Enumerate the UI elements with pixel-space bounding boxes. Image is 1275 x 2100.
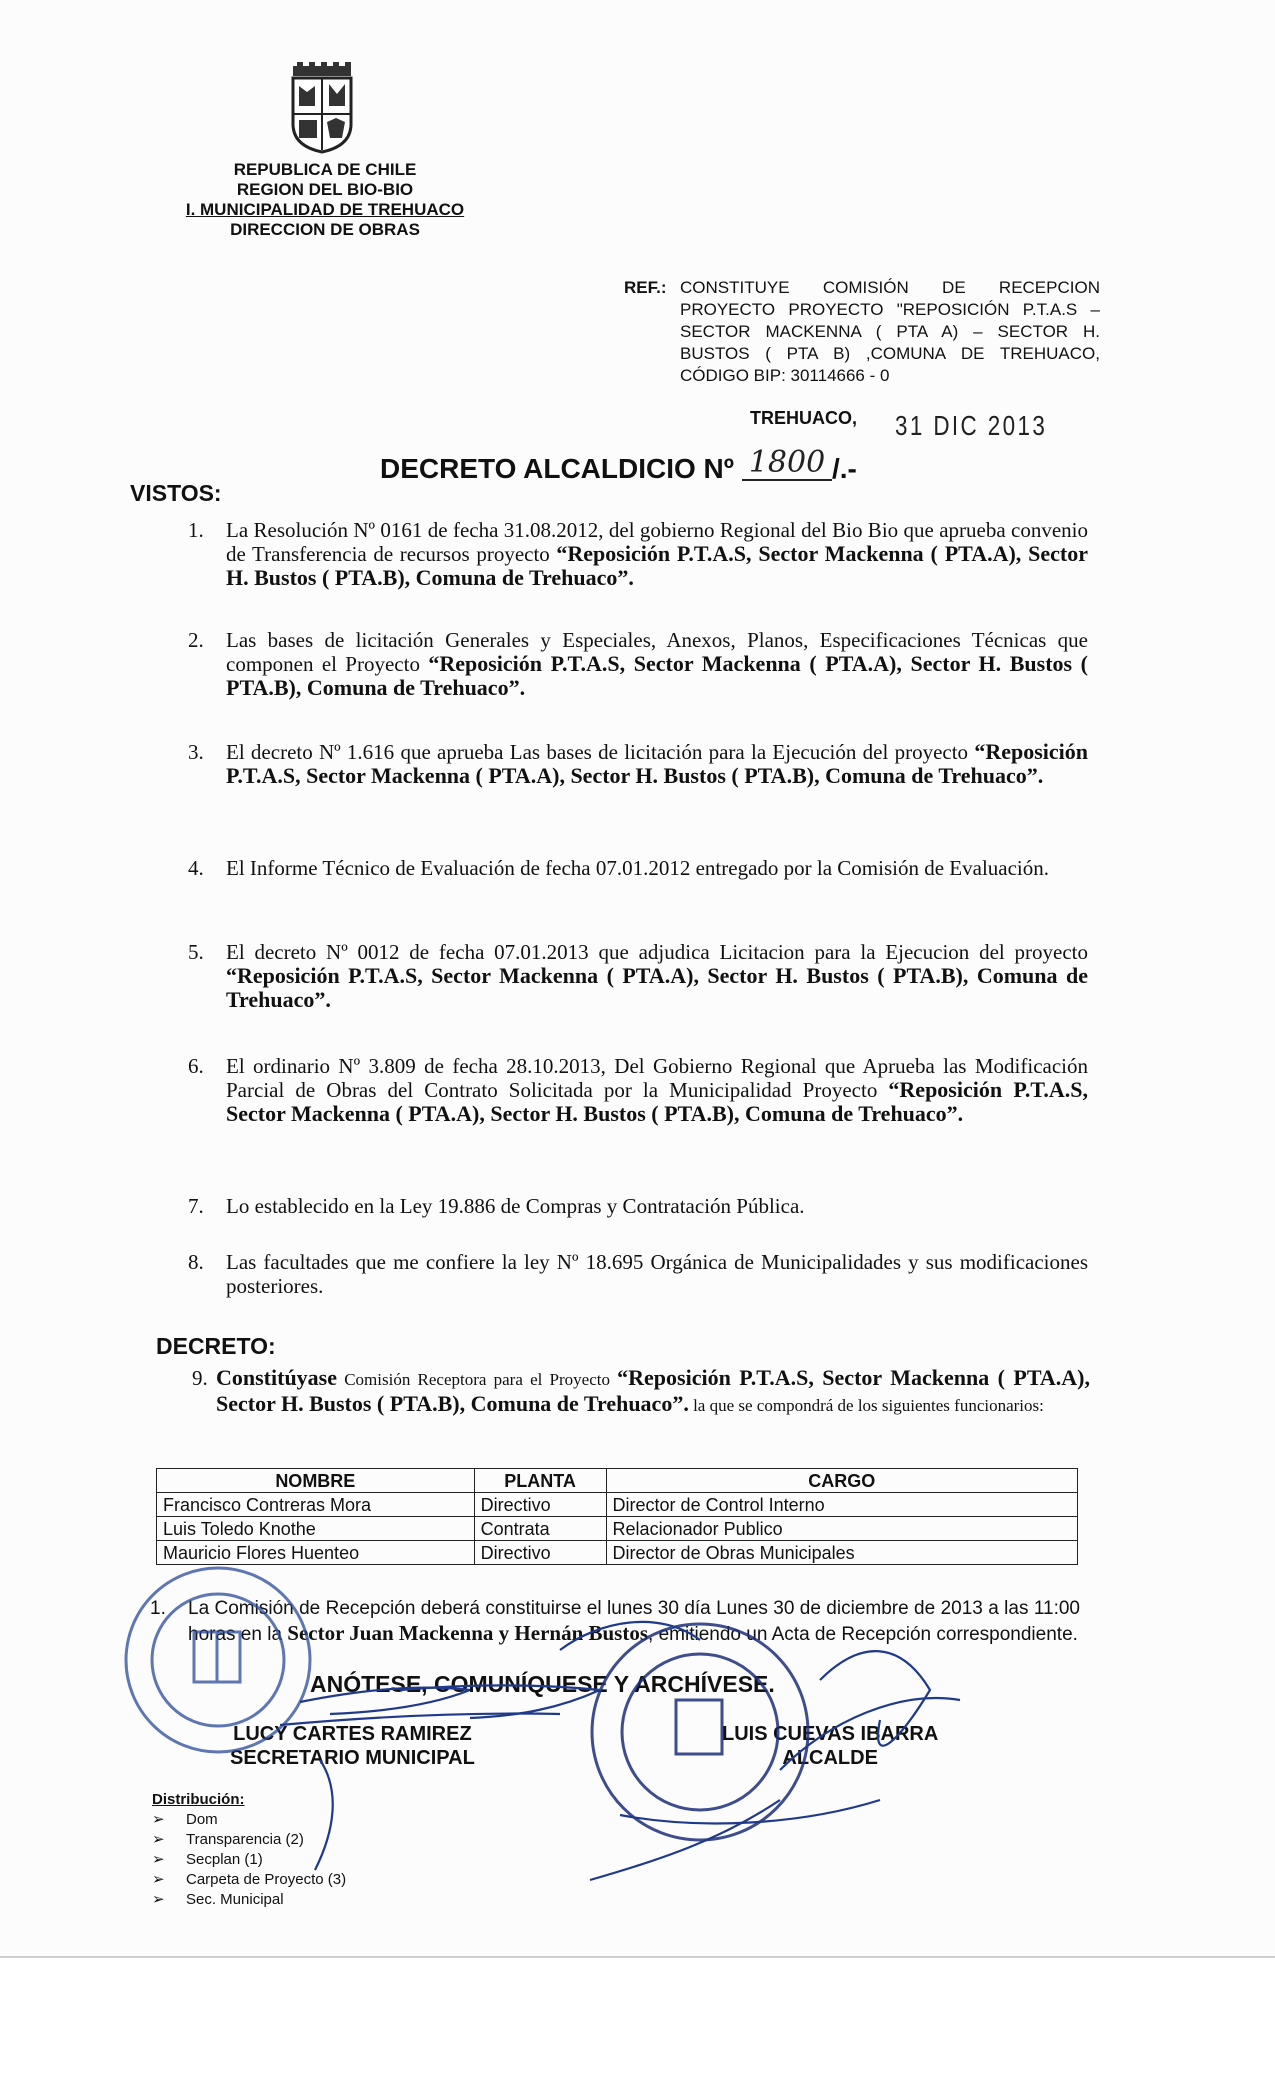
table-header-row: [157, 1469, 1078, 1493]
vistos-heading: VISTOS:: [130, 480, 222, 506]
column-header-nombre: NOMBRE: [157, 1469, 475, 1493]
arrow-bullet-icon: ➢: [152, 1851, 165, 1868]
list-item: ➢ Dom: [152, 1811, 218, 1828]
table-row: Mauricio Flores Huenteo Directivo Director de Obras Municipales: [157, 1541, 1078, 1565]
table-row: Luis Toledo Knothe Contrata Relacionador Publico: [157, 1517, 1078, 1541]
secretary-title: SECRETARIO MUNICIPAL: [230, 1747, 475, 1769]
place-label: TREHUACO,: [750, 408, 857, 428]
mayor-name: LUIS CUEVAS IBARRA: [722, 1723, 939, 1745]
issuer-header: [160, 160, 490, 240]
document-page: REPUBLICA DE CHILE REGION DEL BIO-BIO I. MUNICIPALIDAD DE TREHUACO DIRECCION DE OBRAS REF.: CONSTITUYE COMISIÓN DE RECEPCION PROYECTO PROYECTO "REPOSICIÓN P.T.A.S – SECTOR MACKENNA ( PTA A) – SECTOR H. BUSTOS ( PTA B) ,COMUNA DE TREHUACO, CÓDIGO BIP: 30114666 - 0 TREHUACO, 31 DIC 2013 DECRETO ALCALDICIO Nº 1800 /.- VISTOS: 1. La Resolución Nº 0161 de fecha 31.08.2012, del gobierno Regional del Bio Bio que aprueba convenio de Transferencia de recursos proyecto “Reposición P.T.A.S, Sector Mackenna ( PTA.A), Sector H. Bustos ( PTA.B), Comuna de Trehuaco”. 2. Las bases de licitación Generales y Especiales, Anexos, Planos, Especificaciones Técnicas que componen el Proyecto “Reposición P.T.A.S, Sector Mackenna ( PTA.A), Sector H. Bustos ( PTA.B), Comuna de Trehuaco”. 3. El decreto Nº 1.616 que aprueba Las bases de licitación para la Ejecución del proyecto “Reposición P.T.A.S, Sector Mackenna ( PTA.A), Sector H. Bustos ( PTA.B), Comuna de Trehuaco”. 4. El Informe Técnico de Evaluación de fecha 07.01.2012 entregado por la Comisión de Evaluación. 5. El decreto Nº 0012 de fecha 07.01.2013 que adjudica Licitacion para la Ejecucion del proyecto “Reposición P.T.A.S, Sector Mackenna ( PTA.A), Sector H. Bustos ( PTA.B), Comuna de Trehuaco”. 6. El ordinario Nº 3.809 de fecha 28.10.2013, Del Gobierno Regional que Aprueba las Modificación Parcial de Obras del Contrato Solicitada por la Municipalidad Proyecto “Reposición P.T.A.S, Sector Mackenna ( PTA.A), Sector H. Bustos ( PTA.B), Comuna de Trehuaco”. 7. Lo establecido en la Ley 19.886 de Compras y Contratación Pública. 8. Las facultades que me confiere la ley Nº 18.695 Orgánica de Municipalidades y sus modificaciones posteriores. DECRETO: 9. Constitúyase Comisión Receptora para el Proyecto “Reposición P.T.A.S, Sector Mackenna ( PTA.A), Sector H. Bustos ( PTA.B), Comuna de Trehuaco”. la que se compondrá de los siguientes funcionarios: NOMBRE PLANTA CARGO Francisco Contreras Mora Directivo Director de Control Interno Luis Toledo Knothe Contrata Relacionador Publico Mauricio Flores Huenteo Directivo Director de Obras Municipales 1. La Comisión de Recepción deberá constituirse el lunes 30 día Lunes 30 de diciembre de 2013 a las 11:00 horas en la Sector Juan Mackenna y Hernán Bustos, emitiendo un Acta de Recepción correspondiente. ANÓTESE, COMUNÍQUESE Y ARCHÍVESE. LUCY CARTES RAMIREZ SECRETARIO MUNICIPAL LUIS CUEVAS IBARRA ALCALDE Distribución: ➢ Dom ➢ Transparencia (2) ➢ Secplan (1) ➢ Carpeta de Proyecto (3) ➢ Sec. Municipal: [0, 0, 1275, 1958]
mayor-title: ALCALDE: [782, 1747, 878, 1769]
signature-mayor: [722, 1722, 938, 1770]
decree-number-suffix: /.-: [832, 453, 857, 484]
column-header-planta: PLANTA: [474, 1469, 606, 1493]
reference-label: REF.:: [624, 278, 667, 297]
secretary-name: LUCY CARTES RAMIREZ: [233, 1723, 472, 1745]
arrow-bullet-icon: ➢: [152, 1871, 165, 1888]
distribution-heading: Distribución:: [152, 1791, 245, 1808]
header-department: DIRECCION DE OBRAS: [230, 220, 420, 239]
decree-number: 1800: [742, 445, 832, 481]
header-country: REPUBLICA DE CHILE: [233, 160, 417, 179]
date-stamp: 31 DIC 2013: [895, 410, 1048, 441]
header-municipality: I. MUNICIPALIDAD DE TREHUACO: [185, 200, 465, 219]
decreto-heading: DECRETO:: [156, 1333, 276, 1359]
page-edge: [0, 1956, 1275, 1958]
closing-formula: ANÓTESE, COMUNÍQUESE Y ARCHÍVESE.: [310, 1671, 775, 1697]
reference-text: CONSTITUYE COMISIÓN DE RECEPCION PROYECTO PROYECTO "REPOSICIÓN P.T.A.S – SECTOR MACKENNA ( PTA A) – SECTOR H. BUSTOS ( PTA B) ,COMUNA DE TREHUACO, CÓDIGO BIP: 30114666 - 0: [680, 278, 1100, 385]
municipal-crest-logo: [287, 62, 357, 154]
table-row: Francisco Contreras Mora Directivo Director de Control Interno: [157, 1493, 1078, 1517]
list-item: ➢ Carpeta de Proyecto (3): [152, 1871, 347, 1888]
signature-secretary: [230, 1722, 475, 1770]
list-item: ➢ Transparencia (2): [152, 1831, 304, 1848]
arrow-bullet-icon: ➢: [152, 1811, 165, 1828]
arrow-bullet-icon: ➢: [152, 1831, 165, 1848]
decree-title: DECRETO ALCALDICIO Nº: [380, 453, 735, 484]
distribution-list: [152, 1790, 346, 1910]
header-region: REGION DEL BIO-BIO: [236, 180, 414, 199]
list-item: ➢ Sec. Municipal: [152, 1891, 284, 1908]
commission-table: [156, 1468, 1078, 1565]
list-item: ➢ Secplan (1): [152, 1851, 263, 1868]
column-header-cargo: CARGO: [606, 1469, 1077, 1493]
arrow-bullet-icon: ➢: [152, 1891, 165, 1908]
